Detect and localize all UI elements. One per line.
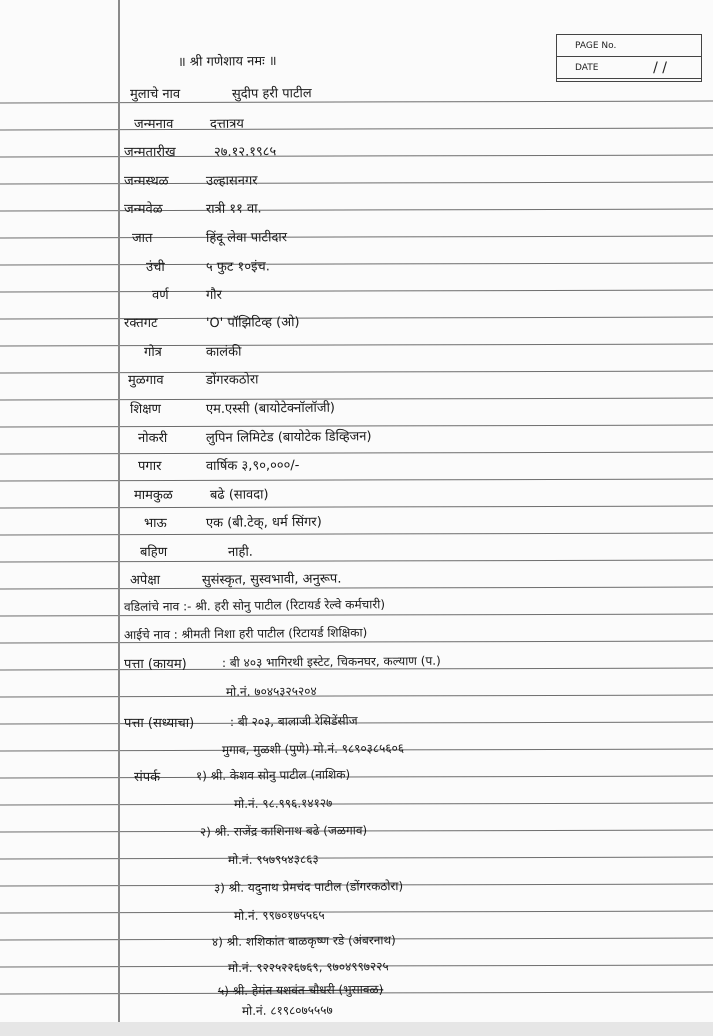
- field-value-complexion: गौर: [205, 287, 223, 303]
- field-value-caste: हिंदू लेवा पाटीदार: [205, 230, 288, 246]
- address-permanent-line1: : बी ४०३ भागिरथी इस्टेट, चिकनघर, कल्याण (प.): [221, 653, 441, 671]
- contact-entry-2-name: २) श्री. राजेंद्र काशिनाथ बढे (जळगाव): [199, 823, 368, 840]
- address-current-line1: : बी २०३, बालाजी रेसिडेंसीज: [229, 713, 358, 730]
- field-label-birthplace: जन्मस्थळ: [124, 174, 169, 189]
- field-label-expectation: अपेक्षा: [130, 573, 161, 588]
- contact-entry-1-name: १) श्री. केशव सोनु पाटील (नाशिक): [195, 767, 351, 784]
- field-value-job: लुपिन लिमिटेड (बायोटेक डिव्हिजन): [205, 429, 372, 446]
- address-permanent-phone: मो.नं. ७०४५३२५२०४: [225, 684, 317, 700]
- field-value-birthdate: २७.१२.१९८५: [213, 144, 277, 160]
- field-value-brother: एक (बी.टेक्, धर्म सिंगर): [205, 514, 322, 531]
- address-current-line2: मुगाव, मुळशी (पुणे) मो.नं. ९८९०३८५६०६: [221, 741, 405, 758]
- date-slashes: / /: [653, 60, 667, 76]
- field-label-sister: बहिण: [140, 545, 168, 560]
- field-value-mamkul: बढे (सावदा): [209, 487, 269, 503]
- contact-entry-4-phone: मो.नं. ९२२५२२६७६९, ९७०४९९७२२५: [227, 959, 389, 976]
- field-label-name: मुलाचे नाव: [130, 87, 181, 102]
- page-number-label: PAGE No.: [557, 35, 701, 57]
- date-label: DATE: [557, 57, 701, 79]
- page-bottom-edge: [0, 1022, 713, 1036]
- field-value-expectation: सुसंस्कृत, सुस्वभावी, अनुरूप.: [201, 571, 342, 588]
- field-value-native: डोंगरकठोरा: [205, 372, 259, 388]
- field-label-gotra: गोत्र: [144, 345, 162, 360]
- margin-line: [118, 0, 120, 1036]
- header-invocation: ॥ श्री गणेशाय नमः ॥: [177, 53, 277, 70]
- field-label-complexion: वर्ण: [152, 288, 169, 303]
- field-label-bloodgroup: रक्तगट: [124, 316, 158, 331]
- mother-name: आईचे नाव : श्रीमती निशा हरी पाटील (रिटायर्ड शिक्षिका): [123, 625, 368, 643]
- field-value-bloodgroup: 'O' पॉझिटिव्ह (ओ): [205, 315, 300, 331]
- field-value-birthplace: उल्हासनगर: [205, 173, 258, 189]
- contact-entry-3-name: ३) श्री. यदुनाथ प्रेमचंद पाटील (डोंगरकठोरा): [213, 879, 404, 896]
- field-label-native: मुळगाव: [128, 373, 164, 388]
- field-label-caste: जात: [132, 231, 153, 246]
- address-permanent-label: पत्ता (कायम): [124, 657, 187, 672]
- field-label-height: उंची: [146, 260, 165, 275]
- contact-entry-2-phone: मो.नं. ९५७९५४३८६३: [227, 852, 319, 868]
- field-label-education: शिक्षण: [130, 402, 161, 417]
- page-date-box: [556, 34, 702, 82]
- field-label-mamkul: मामकुळ: [134, 488, 173, 503]
- field-label-brother: भाऊ: [144, 516, 167, 531]
- field-value-education: एम.एस्सी (बायोटेक्नॉलॉजी): [205, 400, 336, 417]
- field-value-height: ५ फुट १०इंच.: [205, 259, 270, 275]
- field-label-job: नोकरी: [138, 431, 168, 446]
- field-value-gotra: कालंकी: [205, 344, 242, 360]
- contact-entry-4-name: ४) श्री. शशिकांत बाळकृष्ण रडे (अंबरनाथ): [211, 933, 396, 950]
- field-label-janmanav: जन्मनाव: [134, 117, 174, 132]
- field-value-sister: नाही.: [227, 544, 253, 560]
- field-value-salary: वार्षिक ३,९०,०००/-: [205, 458, 300, 474]
- field-label-birthdate: जन्मतारीख: [124, 145, 176, 160]
- contact-label: संपर्क: [134, 770, 161, 785]
- field-label-salary: पगार: [138, 459, 162, 474]
- contact-entry-3-phone: मो.नं. ९९७०१७५५६५: [233, 908, 325, 924]
- address-current-label: पत्ता (सध्याचा): [124, 716, 195, 731]
- field-value-janmanav: दत्तात्रय: [209, 116, 244, 132]
- father-name: वडिलांचे नाव :- श्री. हरी सोनु पाटील (रिटायर्ड रेल्वे कर्मचारी): [123, 597, 386, 615]
- field-value-name: सुदीप हरी पाटील: [231, 86, 312, 102]
- contact-entry-5-phone: मो.नं. ८१९८०७५५५७: [241, 1003, 333, 1019]
- contact-entry-1-phone: मो.नं. ९८.९९६.१४१२७: [233, 795, 333, 812]
- contact-entry-5-name: ५) श्री. हेमंत यशवंत चौधरी (भुसावळ): [217, 982, 384, 999]
- field-label-birthtime: जन्मवेळ: [124, 202, 163, 217]
- field-value-birthtime: रात्री ११ वा.: [205, 201, 262, 217]
